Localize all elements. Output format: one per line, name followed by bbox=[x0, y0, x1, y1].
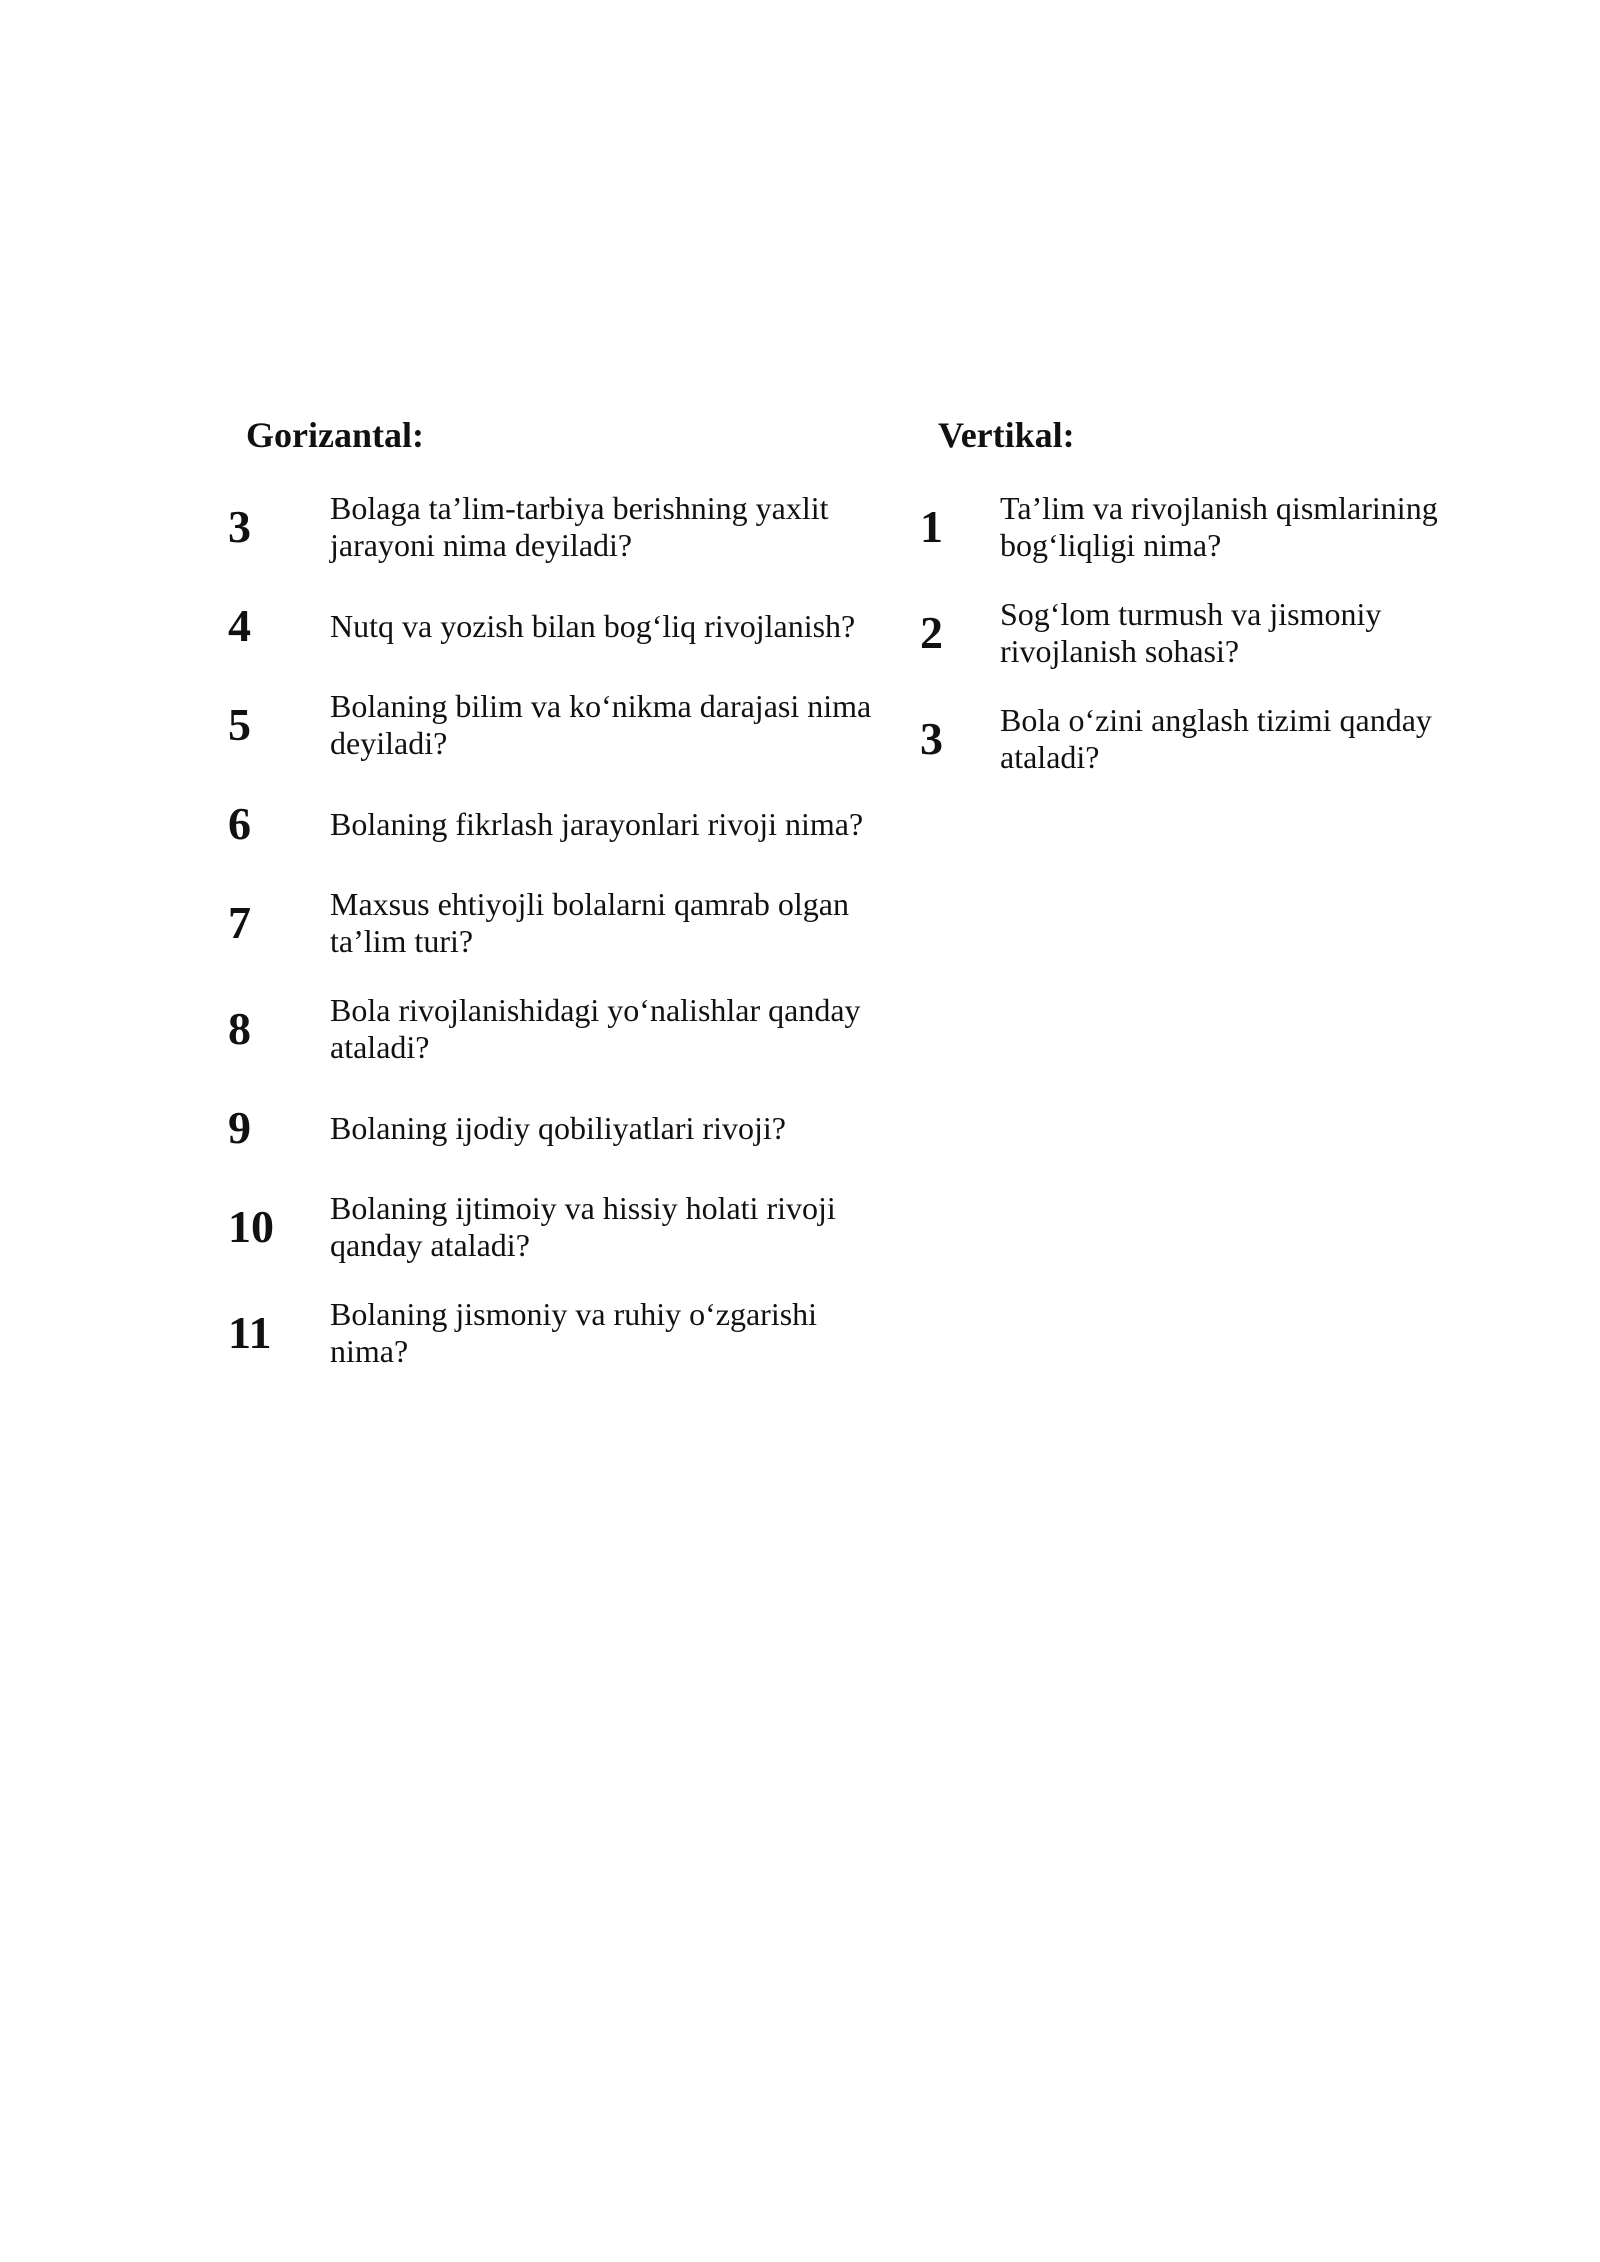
clue-text: Bola o‘zini anglash tizimi qanday ataladi? bbox=[1000, 702, 1432, 775]
clue-number: 4 bbox=[228, 600, 251, 651]
clue-number: 6 bbox=[228, 798, 251, 849]
clue-text: Nutq va yozish bilan bog‘liq rivojlanish? bbox=[330, 607, 856, 644]
horizontal-clue bbox=[228, 596, 908, 656]
horizontal-clue bbox=[228, 1098, 908, 1158]
clue-text: Bolaga ta’lim-tarbiya berishning yaxlit jarayoni nima deyiladi? bbox=[330, 490, 829, 563]
vertical-heading: Vertikal: bbox=[938, 415, 1075, 455]
clue-text: Bolaning ijtimoiy va hissiy holati rivoji qanday ataladi? bbox=[330, 1190, 836, 1263]
horizontal-clue bbox=[228, 1190, 908, 1264]
clue-text: Bola rivojlanishidagi yo‘nalishlar qanday ataladi? bbox=[330, 992, 861, 1065]
clue-number: 3 bbox=[920, 713, 943, 764]
clue-text: Sog‘lom turmush va jismoniy rivojlanish sohasi? bbox=[1000, 596, 1382, 669]
horizontal-clue bbox=[228, 992, 908, 1066]
clue-number: 10 bbox=[228, 1201, 274, 1252]
horizontal-clue bbox=[228, 794, 908, 854]
clue-number: 9 bbox=[228, 1102, 251, 1153]
horizontal-clue bbox=[228, 1296, 908, 1370]
clue-number: 11 bbox=[228, 1307, 272, 1358]
clue-text: Ta’lim va rivojlanish qismlarining bog‘liqligi nima? bbox=[1000, 490, 1438, 563]
clue-number: 2 bbox=[920, 607, 943, 658]
clue-text: Maxsus ehtiyojli bolalarni qamrab olgan ta’lim turi? bbox=[330, 886, 849, 959]
horizontal-clue bbox=[228, 886, 908, 960]
clue-text: Bolaning jismoniy va ruhiy o‘zgarishi nima? bbox=[330, 1296, 818, 1369]
clue-text: Bolaning fikrlash jarayonlari rivoji nima? bbox=[330, 805, 864, 842]
horizontal-clue bbox=[228, 490, 908, 564]
vertical-clue bbox=[920, 702, 1480, 776]
clue-text: Bolaning ijodiy qobiliyatlari rivoji? bbox=[330, 1109, 786, 1146]
clue-number: 8 bbox=[228, 1003, 251, 1054]
horizontal-heading: Gorizantal: bbox=[246, 415, 424, 455]
vertical-clue bbox=[920, 490, 1480, 564]
horizontal-clue bbox=[228, 688, 908, 762]
clue-number: 3 bbox=[228, 501, 251, 552]
clue-text: Bolaning bilim va ko‘nikma darajasi nima deyiladi? bbox=[330, 688, 872, 761]
vertical-clue bbox=[920, 596, 1480, 670]
clue-number: 7 bbox=[228, 897, 251, 948]
vertical-clues-column bbox=[920, 412, 1480, 808]
clue-number: 1 bbox=[920, 501, 943, 552]
clue-number: 5 bbox=[228, 699, 251, 750]
horizontal-clues-column bbox=[228, 412, 908, 1402]
